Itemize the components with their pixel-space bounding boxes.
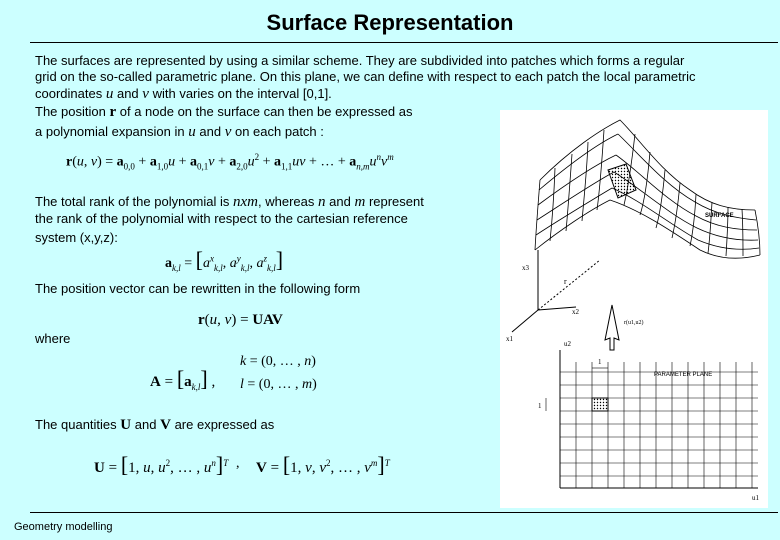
parameter-patch xyxy=(592,398,608,411)
r-vector-label: r xyxy=(564,277,567,286)
text-fragment: The quantities xyxy=(35,417,117,432)
parameter-plane-label: PARAMETER PLANE xyxy=(654,372,713,378)
symbol-m: m xyxy=(354,194,366,210)
text-line-7: the rank of the polynomial with respect to the cartesian reference xyxy=(35,211,408,226)
footer-divider xyxy=(30,512,778,513)
text-fragment: with varies on the interval [0,1]. xyxy=(152,86,332,101)
text-line-5 xyxy=(35,123,324,141)
comma: , xyxy=(236,456,240,471)
equation-V: V = [1, v, $v^2$, … , $v^m]^T$ xyxy=(256,452,390,477)
surface-figure xyxy=(500,110,768,508)
unit-width-label: 1 xyxy=(598,358,602,366)
text-line-3 xyxy=(35,85,332,103)
axis-x1-label: x1 xyxy=(506,335,513,343)
text-fragment: and xyxy=(329,194,351,209)
axis-u1-label: u1 xyxy=(752,494,759,502)
symbol-u: u xyxy=(105,86,114,102)
surface-mesh xyxy=(535,120,760,258)
equation-coefficient: $a_{k,l} = [a^x_{k,l}$, $a^y_{k,l}$, $a^z_{k,l}$] xyxy=(165,247,284,273)
text-fragment: are expressed as xyxy=(174,417,275,432)
text-fragment: and xyxy=(199,124,222,139)
axis-x3-label: x3 xyxy=(522,264,529,272)
mapping-arrow xyxy=(605,305,619,350)
text-fragment: The total rank of the polynomial is xyxy=(35,194,230,209)
surface-diagram xyxy=(500,110,768,508)
text-line-6 xyxy=(35,193,424,211)
text-line-9: The position vector can be rewritten in the following form xyxy=(35,281,361,296)
text-fragment: represent xyxy=(368,194,424,209)
text-fragment: The position xyxy=(35,104,106,119)
page-title: Surface Representation xyxy=(266,10,514,35)
axis-x2-label: x2 xyxy=(572,308,579,316)
text-fragment: , whereas xyxy=(258,194,315,209)
footer-text: Geometry modelling xyxy=(14,521,113,533)
symbol-nxm: nxm xyxy=(233,194,259,210)
symbol-v: v xyxy=(142,86,149,102)
equation-A: $A = [a_{k,l}]$ , xyxy=(150,366,216,392)
text-line-2: grid on the so-called parametric plane. On this plane, we can define with respect to each patch the local parametric xyxy=(35,69,696,84)
axis-u2-label: u2 xyxy=(564,340,571,348)
symbol-u: u xyxy=(188,124,196,140)
symbol-r: r xyxy=(109,104,117,120)
text-fragment: coordinates xyxy=(35,86,103,101)
text-line-8: system (x,y,z): xyxy=(35,230,118,245)
text-line-10: where xyxy=(35,331,71,346)
text-line-11 xyxy=(35,416,274,434)
surface-label: SURFACE xyxy=(705,213,734,219)
equation-polynomial: r(u, $v) = a_{0,0} + a_{1,0}u + a_{0,1}v + a_{2,0}u^2 + a_{1,1}uv$ + … + $a_{n,m}u^nv^m$ xyxy=(66,152,394,172)
text-fragment: of a node on the surface can then be expressed as xyxy=(119,104,413,119)
symbol-n: n xyxy=(318,194,326,210)
text-line-4 xyxy=(35,103,412,121)
text-fragment: and xyxy=(116,86,139,101)
parameter-grid xyxy=(560,350,758,488)
cartesian-axes xyxy=(512,250,600,332)
symbol-v: v xyxy=(224,124,232,140)
title-divider xyxy=(30,42,778,43)
equation-k-range: k = (0, … , n) xyxy=(240,354,316,369)
unit-height-label: 1 xyxy=(538,402,542,410)
text-fragment: on each patch : xyxy=(234,124,324,139)
symbol-U: U xyxy=(120,417,132,433)
equation-l-range: l = (0, … , m) xyxy=(240,377,317,392)
text-fragment: a polynomial expansion in xyxy=(35,124,185,139)
r-function-label: r(u1,u2) xyxy=(624,320,644,326)
equation-matrix-form: r(u, v) = UAV xyxy=(198,312,283,328)
text-line-1: The surfaces are represented by using a similar scheme. They are subdivided into patches which forms a regular xyxy=(35,53,685,68)
equation-U: U = [1, u, $u^2$, … , $u^n]^T$ xyxy=(94,452,229,477)
text-fragment: and xyxy=(134,417,157,432)
symbol-V: V xyxy=(160,417,171,433)
surface-patch xyxy=(608,164,636,198)
